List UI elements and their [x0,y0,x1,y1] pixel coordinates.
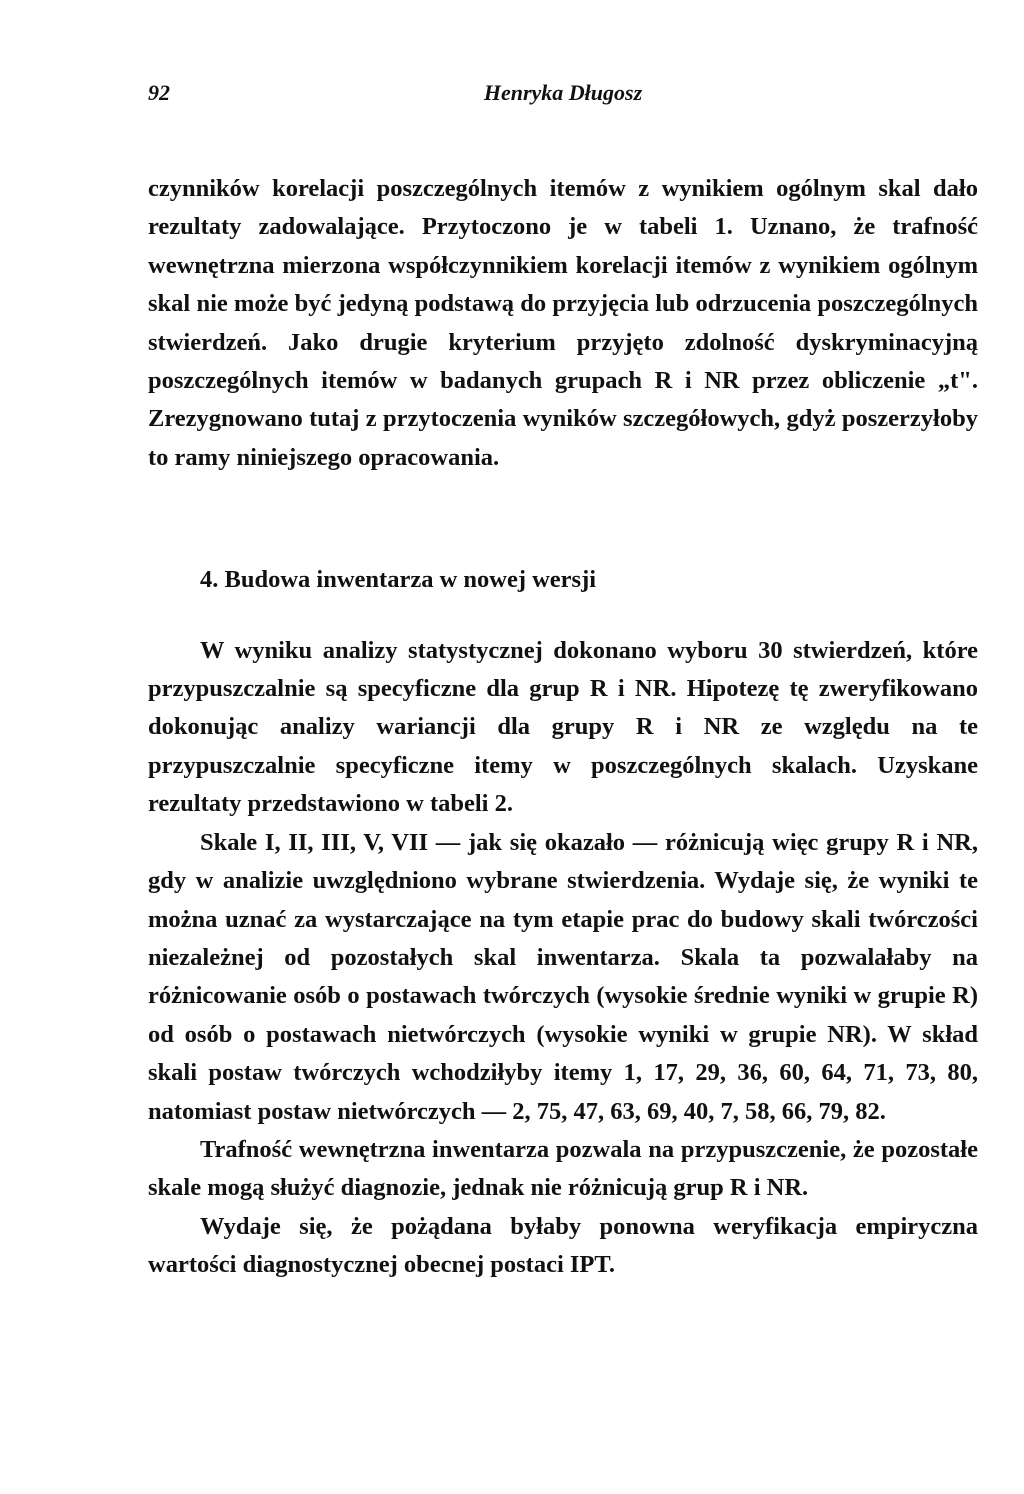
paragraph-4: Trafność wewnętrzna inwentarza pozwala na przypuszczenie, że pozostałe skale mogą służyć diagnozie, jednak nie różnicują grup R i NR. [148,1135,978,1202]
running-header [148,80,978,110]
running-title-author: Henryka Długosz [483,80,643,105]
paragraph-3: Skale I, II, III, V, VII — jak się okazało — różnicują więc grupy R i NR, gdy w analizie uwzględniono wybrane stwierdzenia. Wydaje się, że wyniki te można uznać za wystarczające na tym etapie prac do budowy skali twórczości niezależnej od pozostałych skal inwentarza. Skala ta pozwalałaby na różnicowanie osób o postawach twórczych (wysokie średnie wyniki w grupie R) od osób o postawach nietwórczych (wysokie wyniki w grupie NR). W skład skali postaw twórczych wchodziłyby itemy 1, 17, 29, 36, 60, 64, 71, 73, 80, natomiast postaw nietwórczych — 2, 75, 47, 63, 69, 40, 7, 58, 66, 79, 82. [148,828,978,1125]
paragraph-2: W wyniku analizy statystycznej dokonano wyboru 30 stwierdzeń, które przypuszczalnie są specyficzne dla grup R i NR. Hipotezę tę zweryfikowano dokonując analizy wariancji dla grupy R i NR ze względu na te przypuszczalnie specyficzne itemy w poszczególnych skalach. Uzyskane rezultaty przedstawiono w tabeli 2. [148,636,978,818]
body-text [148,170,978,1285]
paragraph-1: czynników korelacji poszczególnych itemów z wynikiem ogólnym skal dało rezultaty zadowalające. Przytoczono je w tabeli 1. Uznano, że trafność wewnętrzna mierzona współczynnikiem korelacji itemów z wynikiem ogólnym skal nie może być jedyną podstawą do przyjęcia lub odrzucenia poszczególnych stwierdzeń. Jako drugie kryterium przyjęto zdolność dyskryminacyjną poszczególnych itemów w badanych grupach R i NR przez obliczenie „t". Zrezygnowano tutaj z przytoczenia wyników szczegółowych, gdyż poszerzyłoby to ramy niniejszego opracowania. [148,175,978,471]
page-number: 92 [148,80,170,105]
section-heading: 4. Budowa inwentarza w nowej wersji [200,566,597,594]
paragraph-5: Wydaje się, że pożądana byłaby ponowna weryfikacja empiryczna wartości diagnostycznej obecnej postaci IPT. [148,1212,978,1279]
